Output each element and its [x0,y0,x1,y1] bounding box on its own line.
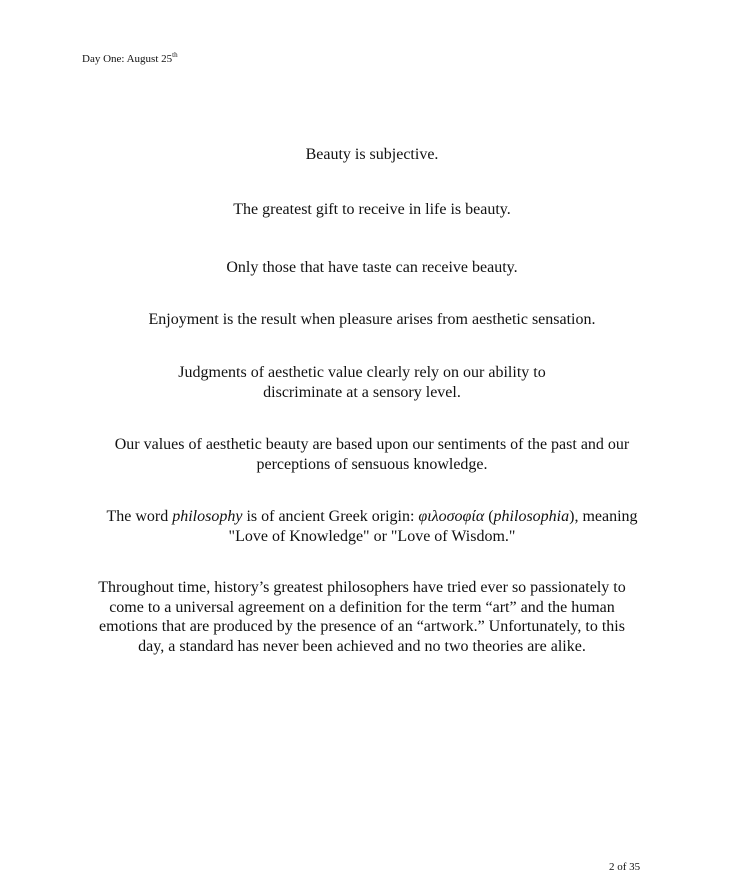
header-date-ordinal: th [172,51,178,59]
text-segment: ( [484,508,494,525]
statement-text: Enjoyment is the result when pleasure arises from aesthetic sensation. [148,311,596,328]
statement-greatest-gift [72,200,672,220]
statement-text: Only those that have taste can receive beauty. [226,259,518,276]
header-date: Day One: August 25 [82,53,173,65]
statement-values [72,435,672,474]
statement-enjoyment [72,310,672,330]
statement-line: discriminate at a sensory level. [263,383,461,401]
statement-throughout-time [72,578,652,656]
statement-line: come to a universal agreement on a definition for the term “art” and the human [109,598,615,616]
statement-line: day, a standard has never been achieved and no two theories are alike. [138,637,586,655]
statement-judgments [112,363,612,402]
greek-term: φιλοσοφία [418,508,485,525]
italic-term: philosophy [172,508,243,525]
statement-text: The greatest gift to receive in life is beauty. [233,201,511,218]
statement-philosophy-origin [62,507,682,546]
page-header [82,52,178,66]
statement-line: perceptions of sensuous knowledge. [256,455,488,473]
text-segment: The word [106,508,173,525]
statement-text: Beauty is subjective. [305,146,439,163]
text-segment: is of ancient Greek origin: [242,508,419,525]
text-segment: ), meaning [569,508,638,525]
statement-line: Judgments of aesthetic value clearly rely on our ability to [178,364,546,381]
statement-line: emotions that are produced by the presence of an “artwork.” Unfortunately, to this [99,618,625,635]
statement-line: "Love of Knowledge" or "Love of Wisdom." [228,527,516,545]
page-number: 2 of 35 [609,861,641,873]
statement-line: Throughout time, history’s greatest philosophers have tried ever so passionately to [98,579,626,596]
statement-beauty-subjective [72,145,672,165]
statement-line: Our values of aesthetic beauty are based upon our sentiments of the past and our [114,436,630,453]
statement-taste [72,258,672,278]
statement-line [62,507,682,527]
transliteration-term: philosophia [493,508,570,525]
